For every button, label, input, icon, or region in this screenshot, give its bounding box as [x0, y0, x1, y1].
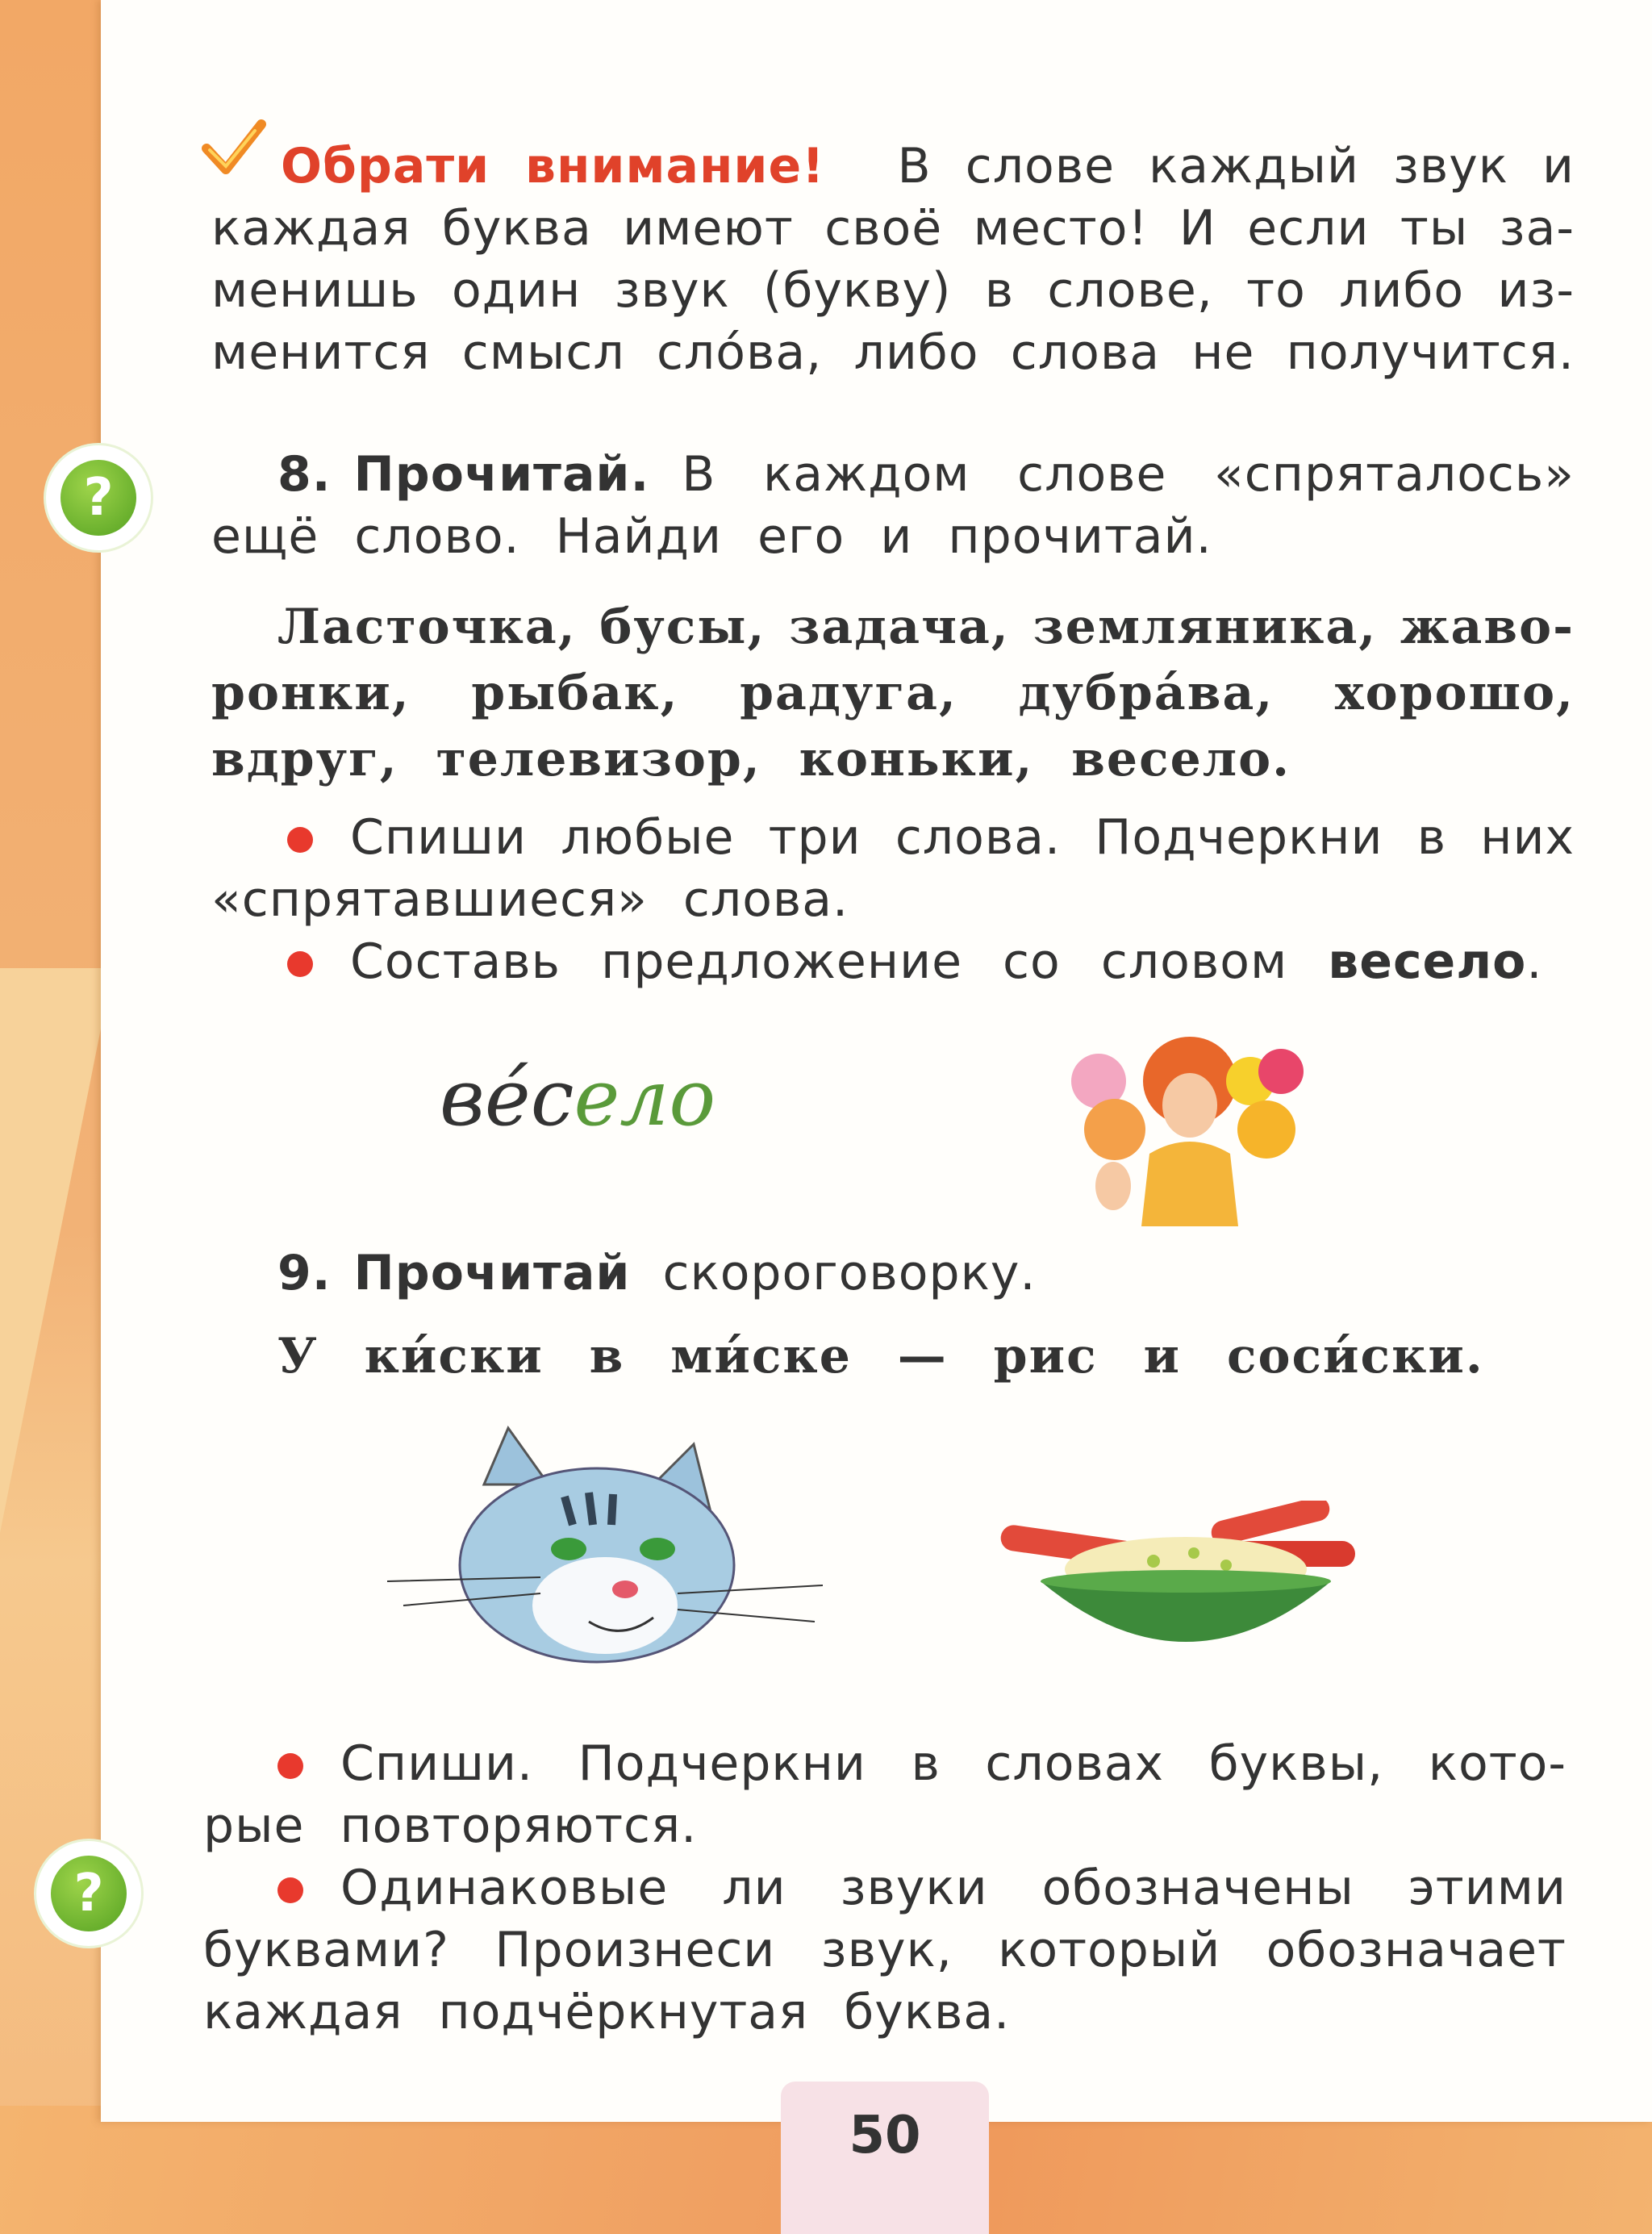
- word-line: ронки, рыбак, радуга, дубра́ва, хорошо,: [211, 665, 1575, 721]
- bullet-text: каждая подчёркнутая буква.: [203, 1984, 1011, 2040]
- bowl-of-rice-and-sausages-illustration: [992, 1501, 1379, 1670]
- bullet-text: буквами? Произнеси звук, который обозначает: [203, 1922, 1566, 1978]
- page-number: 50: [849, 2106, 921, 2165]
- task-8-instruction: [211, 444, 1575, 568]
- bullet-text: Одинаковые ли звуки обозначены этими: [340, 1860, 1566, 1916]
- bullet-text: Составь предложение со словом: [350, 933, 1288, 990]
- question-icon: ?: [46, 445, 151, 550]
- bullet-text: рые повторяются.: [203, 1798, 698, 1854]
- cat-illustration: [387, 1420, 823, 1686]
- word-line: Ласточка, бусы, задача, земляника, жаво-: [277, 599, 1575, 655]
- task-8-bullets: Спиши любые три слова. Подчеркни в них «спрятавшиеся» слова. Составь предложение со словом весело.: [211, 809, 1575, 990]
- task-9-instruction: [211, 1242, 1575, 1305]
- task-text: В каждом слове «спряталось»: [682, 446, 1575, 503]
- task-9-bullets: [203, 1733, 1566, 2044]
- girl-with-balloons-illustration: [1065, 1025, 1307, 1226]
- bullet-marker: [277, 1753, 303, 1779]
- note-line: В слове каждый звук и: [897, 138, 1575, 194]
- handwritten-word: ве́село: [440, 1053, 716, 1143]
- bold-word: весело: [1328, 933, 1527, 990]
- note-line: каждая буква имеют своё место! И если ты за-: [211, 200, 1575, 257]
- bullet-text: Спиши. Подчеркни в словах буквы, кото-: [340, 1735, 1566, 1792]
- bullet-text: «спрятавшиеся» слова.: [211, 871, 849, 928]
- note-line: менишь один звук (букву) в слове, то либо из-: [211, 262, 1575, 319]
- task-text: ещё слово. Найди его и прочитай.: [211, 508, 1212, 565]
- tongue-twister: У ки́ски в ми́ске — рис и соси́ски.: [277, 1328, 1484, 1384]
- bullet-marker: [277, 1877, 303, 1903]
- task-number: 8.: [277, 446, 332, 503]
- word-line: вдруг, телевизор, коньки, весело.: [211, 731, 1291, 787]
- word-list: [211, 594, 1575, 792]
- task-verb: Прочитай: [353, 1245, 631, 1301]
- question-icon: ?: [36, 1841, 141, 1946]
- bullet-marker: [287, 951, 313, 977]
- bullet-marker: [287, 827, 313, 853]
- note-block: [211, 136, 1575, 384]
- note-line: менится смысл сло́ва, либо слова не получится.: [211, 324, 1575, 381]
- bullet-text: Спиши любые три слова. Подчеркни в них: [350, 809, 1575, 866]
- task-text: скороговорку.: [662, 1245, 1037, 1301]
- task-number: 9.: [277, 1245, 332, 1301]
- task-verb: Прочитай.: [353, 446, 650, 503]
- note-heading: Обрати внимание!: [281, 138, 825, 194]
- margin-decoration: [0, 968, 113, 1533]
